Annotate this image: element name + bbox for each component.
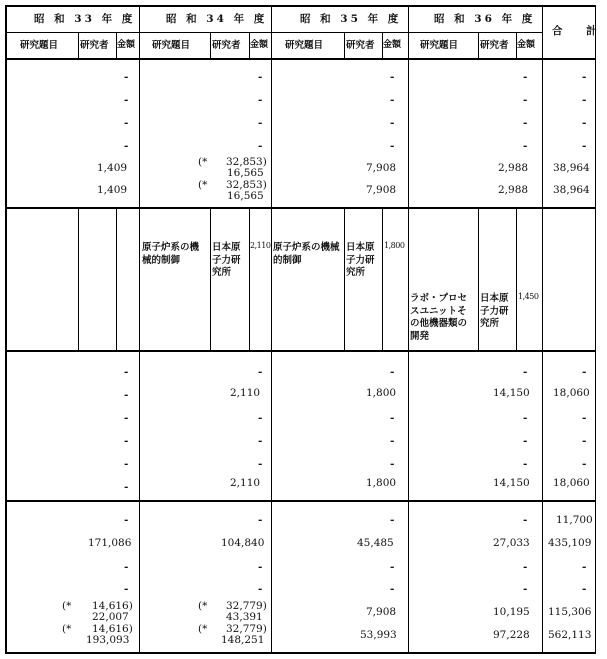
b1-dash-34-3: - (258, 117, 263, 129)
b3-r2-y36: 14,150 (493, 387, 530, 399)
year-header-35: 昭 和 35 年 度 (300, 13, 402, 25)
subhdr-topic-35: 研究題目 (285, 40, 324, 51)
rule-left (5, 5, 7, 654)
year-header-34: 昭 和 34 年 度 (166, 13, 268, 25)
subhdr-topic-34: 研究題目 (152, 40, 191, 51)
b4-r5-y35: 7,908 (366, 606, 397, 618)
b4-dash-36-3: - (523, 561, 528, 573)
b3-r6-y35: 1,800 (366, 477, 397, 489)
b4-r2-y33: 171,086 (88, 537, 132, 549)
b3-dash-35-3: - (390, 412, 395, 424)
b2-y36-topic: ラボ・プロセスユニットその他機器類の開発 (410, 293, 468, 342)
b3-dash-34-4: - (258, 435, 263, 447)
b2-y35-topic: 原子炉系の機械的制御 (273, 242, 340, 266)
b1-dash-36-2: - (523, 94, 528, 106)
b4-r6-y34-paren: (* (198, 623, 208, 635)
b3-r6-y34: 2,110 (230, 477, 261, 489)
b2-y34-researcher: 日本原子力研究所 (212, 242, 241, 278)
rule-band3-bottom (5, 500, 596, 502)
b4-r6-y34-a: 32,779) (226, 623, 267, 635)
b4-r5-y34-a: 32,779) (226, 600, 267, 612)
b1-dash-33-3: - (124, 117, 129, 129)
b3-dash-33-1: - (124, 366, 129, 378)
rule-b2-34a (210, 209, 211, 350)
subhdr-researcher-34: 研究者 (212, 40, 241, 51)
b4-dash-35-1: - (390, 514, 395, 526)
rule-y33-y34 (139, 5, 140, 654)
b1-r1-y33: 1,409 (97, 162, 128, 174)
year-header-36: 昭 和 36 年 度 (434, 13, 536, 25)
b4-r2-y34: 104,840 (221, 537, 265, 549)
b1-r1-y36: 2,988 (498, 162, 529, 174)
total-header: 合 計 (552, 25, 607, 37)
subhdr-researcher-33: 研究者 (80, 40, 109, 51)
b1-r2-y36: 2,988 (498, 184, 529, 196)
b3-dash-36-4: - (523, 435, 528, 447)
b4-dash-35-3: - (390, 561, 395, 573)
b1-r2-y34-paren: (* (198, 179, 208, 191)
subhdr-topic-36: 研究題目 (420, 40, 459, 51)
rule-right (595, 5, 596, 654)
b1-dash-36-3: - (523, 117, 528, 129)
rule-b2-35b (382, 209, 383, 350)
rule-b2-36b (516, 209, 517, 350)
b4-r6-y34-b: 148,251 (221, 634, 265, 646)
b4-r6-total: 562,113 (548, 629, 592, 641)
subhdr-amount-35: 金額 (383, 40, 402, 50)
rule-hdr-35a (344, 33, 345, 59)
b4-dash-35-4: - (390, 583, 395, 595)
rule-hdr-36a (478, 33, 479, 59)
rule-band1-bottom (5, 207, 596, 209)
b1-r1-y34-paren: (* (198, 156, 208, 168)
b4-r5-y36: 10,195 (493, 606, 530, 618)
b3-dash-33-6: - (124, 481, 129, 493)
b4-r6-y33-b: 193,093 (86, 634, 130, 646)
b1-dash-33-4: - (124, 140, 129, 152)
b3-dash-33-2: - (124, 389, 129, 401)
b4-r5-y34-paren: (* (198, 600, 208, 612)
b1-dash-33-1: - (124, 71, 129, 83)
b4-dash-34-3: - (258, 561, 263, 573)
b3-dash-34-3: - (258, 412, 263, 424)
b4-dash-36-4: - (523, 583, 528, 595)
rule-y36-total (542, 5, 543, 654)
b3-r2-total: 18,060 (553, 387, 590, 399)
b4-dash-33-3: - (124, 561, 129, 573)
rule-b2-33b (116, 209, 117, 350)
rule-header-mid (5, 32, 542, 33)
rule-b2-35a (344, 209, 345, 350)
b4-r5-y34-b: 43,391 (226, 611, 263, 623)
rule-b2-34b (249, 209, 250, 350)
b3-dash-34-1: - (258, 366, 263, 378)
b1-dash-34-1: - (258, 71, 263, 83)
b1-dash-36-1: - (523, 71, 528, 83)
b3-r2-y35: 1,800 (366, 387, 397, 399)
b3-dash-tot-4: - (582, 435, 587, 447)
b2-y35-researcher: 日本原子力研究所 (346, 242, 375, 278)
b4-r5-y33-a: 14,616) (92, 600, 133, 612)
b3-dash-34-5: - (258, 458, 263, 470)
b1-dash-35-1: - (390, 71, 395, 83)
b3-dash-tot-5: - (582, 458, 587, 470)
rule-b2-36a (478, 209, 479, 350)
subhdr-researcher-35: 研究者 (346, 40, 375, 51)
b2-y36-researcher: 日本原子力研究所 (480, 293, 509, 329)
rule-band4-bottom (5, 652, 596, 654)
b3-r6-total: 18,060 (553, 477, 590, 489)
rule-y34-y35 (271, 5, 272, 654)
subhdr-amount-36: 金額 (517, 40, 536, 50)
b4-r2-y35: 45,485 (357, 537, 394, 549)
b3-dash-35-1: - (390, 366, 395, 378)
b3-dash-36-1: - (523, 366, 528, 378)
rule-hdr-34a (210, 33, 211, 59)
b2-y34-topic: 原子炉系の機械的制御 (142, 242, 200, 266)
year-header-33: 昭 和 33 年 度 (34, 13, 136, 25)
b1-dash-36-4: - (523, 140, 528, 152)
rule-band2-bottom (5, 350, 596, 352)
b3-dash-tot-1: - (582, 366, 587, 378)
b3-dash-35-5: - (390, 458, 395, 470)
b1-r2-y35: 7,908 (366, 184, 397, 196)
b2-y34-amount: 2,110 (250, 241, 271, 250)
subhdr-topic-33: 研究題目 (20, 40, 59, 51)
b1-r2-total: 38,964 (553, 184, 590, 196)
b4-dash-tot-4: - (582, 583, 587, 595)
b2-y35-amount: 1,800 (384, 241, 405, 250)
b1-r1-y35: 7,908 (366, 162, 397, 174)
b1-r1-y34-a: 32,853) (226, 156, 267, 168)
b3-dash-tot-3: - (582, 412, 587, 424)
subhdr-amount-34: 金額 (250, 40, 269, 50)
b1-dash-35-2: - (390, 94, 395, 106)
b3-dash-33-4: - (124, 435, 129, 447)
b1-r2-y34-a: 32,853) (226, 179, 267, 191)
b3-r6-y36: 14,150 (493, 477, 530, 489)
b1-r2-y33: 1,409 (97, 184, 128, 196)
b4-r6-y33-a: 14,616) (92, 623, 133, 635)
rule-hdr-33a (78, 33, 79, 59)
b4-dash-33-1: - (124, 514, 129, 526)
b3-dash-33-3: - (124, 412, 129, 424)
b4-r6-y33-paren: (* (62, 623, 72, 635)
b3-dash-33-5: - (124, 458, 129, 470)
rule-top (5, 5, 596, 7)
b4-r2-total: 435,109 (548, 537, 592, 549)
b1-dash-33-2: - (124, 94, 129, 106)
subhdr-amount-33: 金額 (117, 40, 136, 50)
b1-dash-35-4: - (390, 140, 395, 152)
b1-dash-tot-1: - (582, 71, 587, 83)
b4-r5-total: 115,306 (548, 606, 592, 618)
b3-r2-y34: 2,110 (230, 387, 261, 399)
b4-r6-y35: 53,993 (360, 629, 397, 641)
subhdr-researcher-36: 研究者 (480, 40, 509, 51)
b3-dash-36-3: - (523, 412, 528, 424)
b1-dash-34-2: - (258, 94, 263, 106)
b4-dash-34-4: - (258, 583, 263, 595)
b4-dash-36-1: - (523, 514, 528, 526)
b1-dash-35-3: - (390, 117, 395, 129)
rule-y35-y36 (408, 5, 409, 654)
b4-r6-y36: 97,228 (493, 629, 530, 641)
b1-r1-y34-b: 16,565 (227, 167, 264, 179)
b1-dash-34-4: - (258, 140, 263, 152)
b1-dash-tot-4: - (582, 140, 587, 152)
b3-dash-36-5: - (523, 458, 528, 470)
b1-r1-total: 38,964 (553, 162, 590, 174)
b4-r2-y36: 27,033 (493, 537, 530, 549)
b2-y36-amount: 1,450 (518, 292, 539, 301)
b3-dash-35-4: - (390, 435, 395, 447)
b4-r5-y33-paren: (* (62, 600, 72, 612)
b1-r2-y34-b: 16,565 (227, 190, 264, 202)
rule-header-bottom (5, 58, 596, 60)
b1-dash-tot-3: - (582, 117, 587, 129)
b4-dash-33-4: - (124, 583, 129, 595)
b4-r5-y33-b: 22,007 (92, 611, 129, 623)
b4-dash-34-1: - (258, 514, 263, 526)
rule-b2-33a (78, 209, 79, 350)
b4-dash-tot-3: - (582, 561, 587, 573)
b1-dash-tot-2: - (582, 94, 587, 106)
b4-r1-total: 11,700 (556, 514, 593, 526)
